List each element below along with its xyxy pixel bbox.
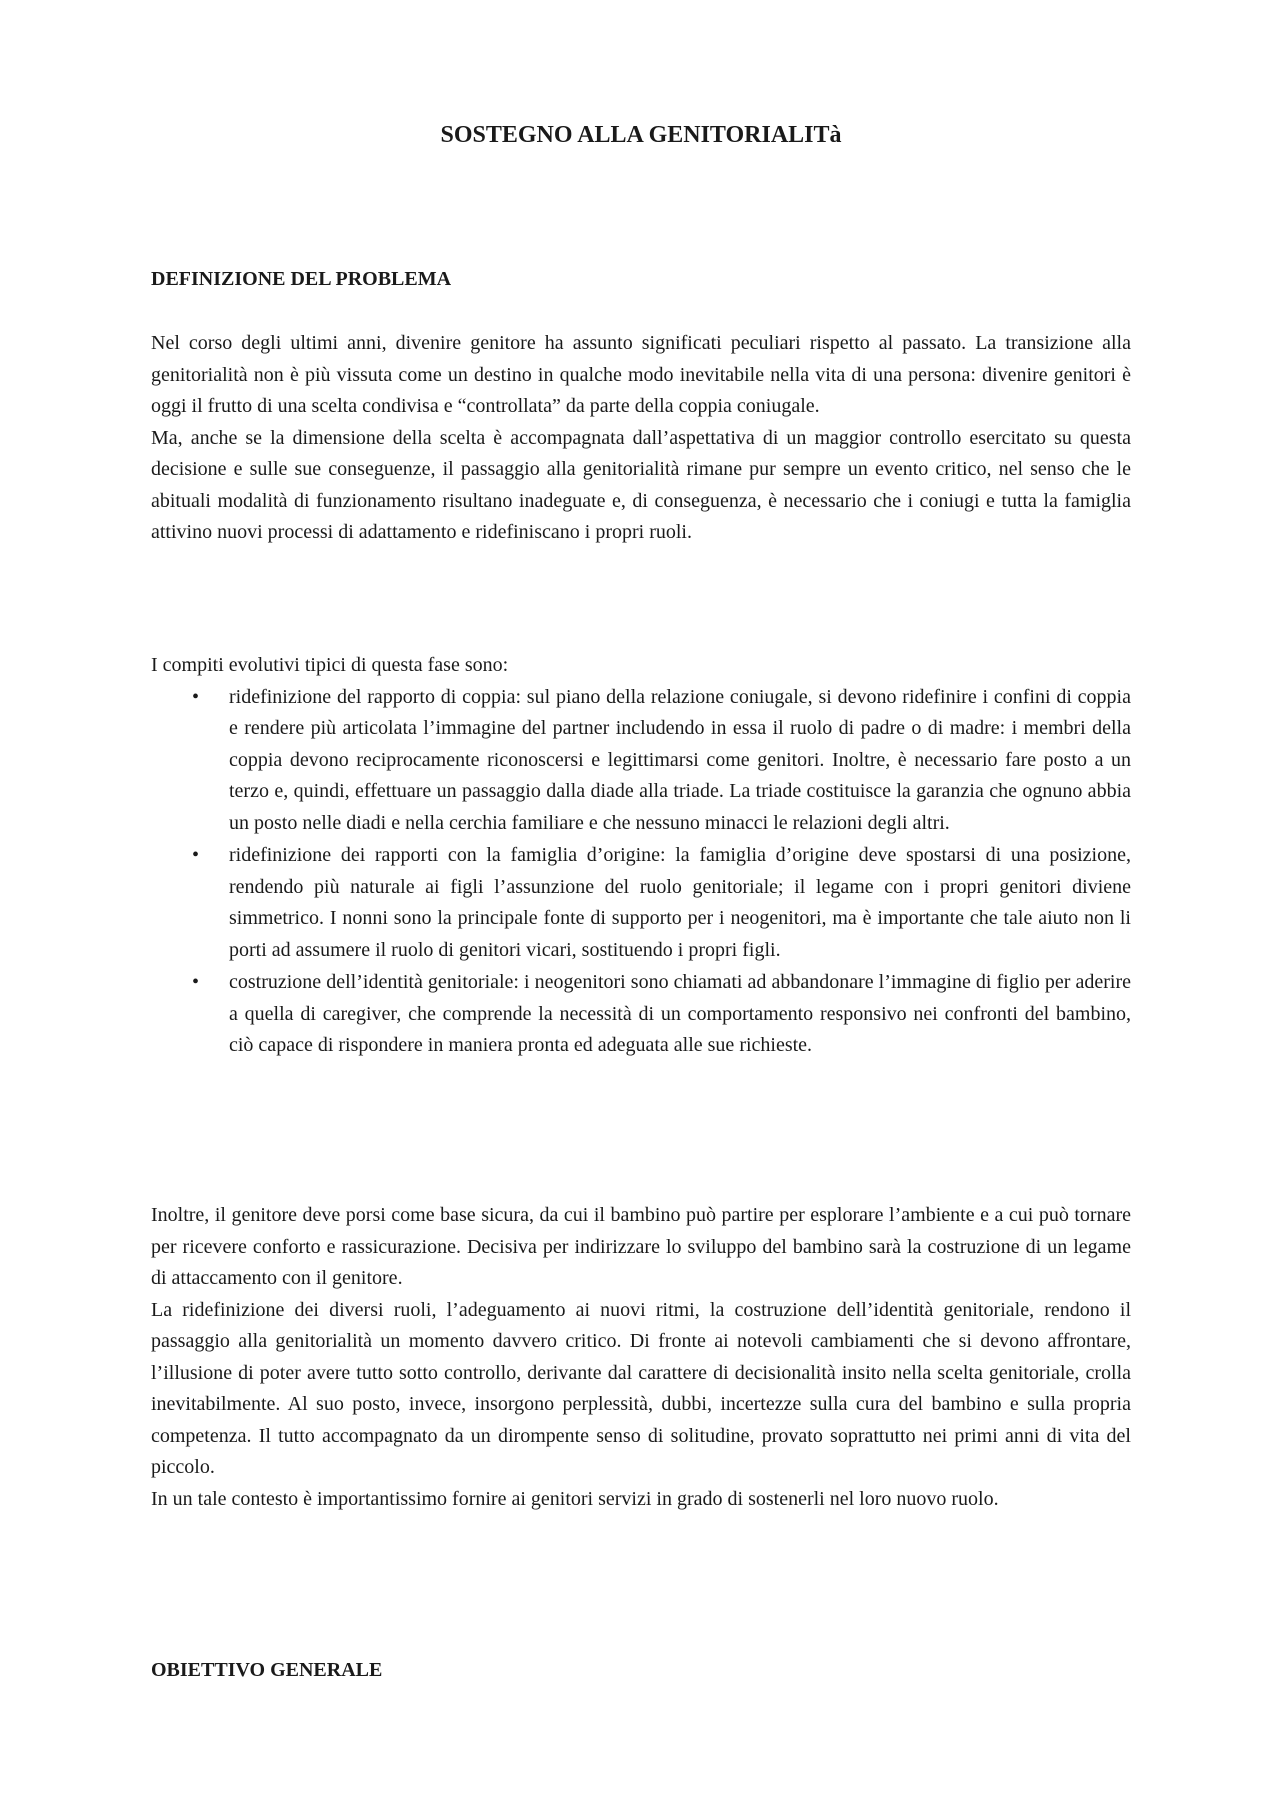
list-item <box>151 682 1131 840</box>
list-item-text: ridefinizione del rapporto di coppia: sul piano della relazione coniugale, si devono ridefinire i confini di coppia e rendere più articolata l’immagine del partner includendo in essa il ruolo di padre o di madre: i membri della coppia devono reciprocamente riconoscersi e legittimarsi come genitori. Inoltre, è necessario fare posto a un terzo e, quindi, effettuare un passaggio dalla diade alla triade. La triade costituisce la garanzia che ognuno abbia un posto nelle diadi e nella cerchia familiare e che nessuno minacci le relazioni degli altri. <box>229 685 1131 834</box>
list-item <box>151 840 1131 966</box>
bullet-icon: • <box>192 685 200 708</box>
list-item-text: ridefinizione dei rapporti con la famiglia d’origine: la famiglia d’origine deve spostarsi di una posizione, rendendo più naturale ai figli l’assunzione del ruolo genitoriale; il legame con i propri genitori diviene simmetrico. I nonni sono la principale fonte di supporto per i neogenitori, ma è importante che tale aiuto non li porti ad assumere il ruolo di genitori vicari, sostituendo i propri figli. <box>229 844 1131 961</box>
paragraph: Nel corso degli ultimi anni, divenire genitore ha assunto significati peculiari rispetto al passato. La transizione alla genitorialità non è più vissuta come un destino in qualche modo inevitabile nella vita di una persona: divenire genitori è oggi il frutto di una scelta condivisa e “controllata” da parte della coppia coniugale. <box>151 332 1131 417</box>
list-item-text: costruzione dell’identità genitoriale: i neogenitori sono chiamati ad abbandonare l’immagine di figlio per aderire a quella di caregiver, che comprende la necessità di un comportamento responsivo nei confronti del bambino, ciò capace di rispondere in maniera pronta ed adeguata alle sue richieste. <box>229 971 1131 1056</box>
paragraph: Ma, anche se la dimensione della scelta è accompagnata dall’aspettativa di un maggior controllo esercitato su questa decisione e sulle sue conseguenze, il passaggio alla genitorialità rimane pur sempre un evento critico, nel senso che le abituali modalità di funzionamento risultano inadeguate e, di conseguenza, è necessario che i coniugi e tutta la famiglia attivino nuovi processi di adattamento e ridefiniscano i propri ruoli. <box>151 426 1131 543</box>
list-item <box>151 967 1131 1062</box>
closing-text <box>151 1200 1131 1515</box>
tasks-section <box>151 650 1131 1063</box>
paragraph: La ridefinizione dei diversi ruoli, l’adeguamento ai nuovi ritmi, la costruzione dell’identità genitoriale, rendono il passaggio alla genitorialità un momento davvero critico. Di fronte ai notevoli cambiamenti che si devono affrontare, l’illusione di poter avere tutto sotto controllo, derivante dal carattere di decisionalità insito nella scelta genitoriale, crolla inevitabilmente. Al suo posto, invece, insorgono perplessità, dubbi, incertezze sulla cura del bambino e sulla propria competenza. Il tutto accompagnato da un dirompente senso di solitudine, provato soprattutto nei primi anni di vita del piccolo. <box>151 1298 1131 1478</box>
intro-text <box>151 328 1131 549</box>
paragraph: Inoltre, il genitore deve porsi come base sicura, da cui il bambino può partire per esplorare l’ambiente e a cui può tornare per ricevere conforto e rassicurazione. Decisiva per indirizzare lo sviluppo del bambino sarà la costruzione di un legame di attaccamento con il genitore. <box>151 1204 1131 1289</box>
bullet-icon: • <box>192 844 200 866</box>
document-title: SOSTEGNO ALLA GENITORIALITà <box>440 122 842 148</box>
section-heading-obiettivo: OBIETTIVO GENERALE <box>151 1659 383 1681</box>
tasks-list <box>151 682 1131 1062</box>
bullet-icon: • <box>192 971 200 993</box>
section-heading-definizione: DEFINIZIONE DEL PROBLEMA <box>151 268 452 290</box>
paragraph: In un tale contesto è importantissimo fornire ai genitori servizi in grado di sostenerli nel loro nuovo ruolo. <box>151 1487 999 1510</box>
tasks-intro: I compiti evolutivi tipici di questa fase sono: <box>151 654 509 676</box>
